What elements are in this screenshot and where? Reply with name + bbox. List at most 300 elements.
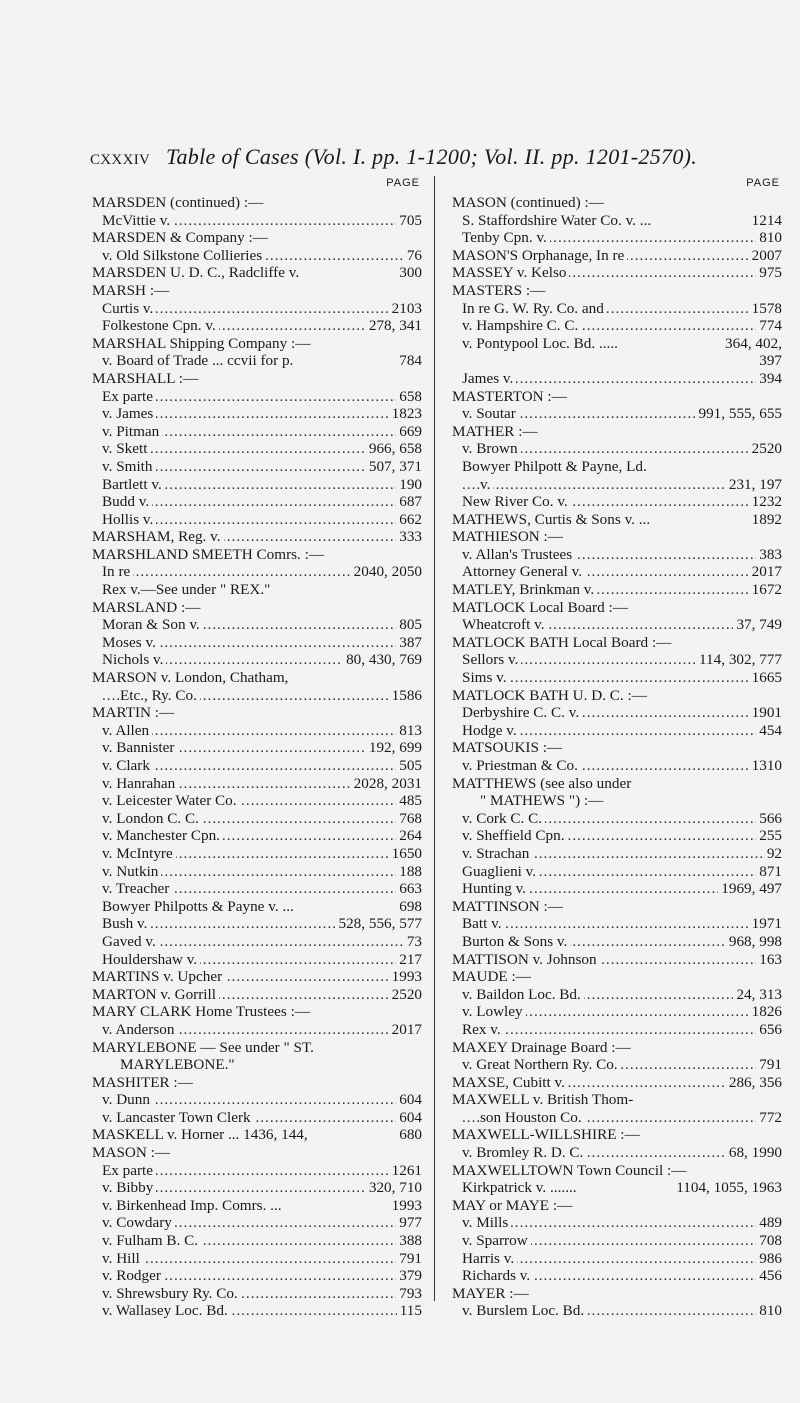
page-reference: 364, 402,: [722, 335, 782, 353]
case-name: v. Baildon Loc. Bd.: [462, 986, 584, 1003]
page-reference: 2040, 2050: [351, 563, 422, 581]
page-reference: 604: [396, 1109, 422, 1127]
page-reference: 2028, 2031: [351, 775, 422, 793]
case-name: v. Pitman: [102, 423, 162, 440]
case-entry: [92, 1109, 422, 1127]
case-entry: [92, 951, 422, 969]
case-name: MATTISON v. Johnson: [452, 951, 600, 968]
case-entry: [92, 1179, 422, 1197]
case-name: MATHER :—: [452, 423, 541, 440]
case-name: In re G. W. Ry. Co. and: [462, 300, 607, 317]
case-name: MASHITER :—: [92, 1074, 196, 1091]
case-heading: [92, 229, 422, 247]
case-name: v. Skett: [102, 440, 150, 457]
case-name: MAXWELLTOWN Town Council :—: [452, 1162, 689, 1179]
case-entry: [452, 722, 782, 740]
case-entry: [452, 757, 782, 775]
case-heading: [452, 247, 782, 265]
page-reference: 190: [396, 476, 422, 494]
case-entry: [452, 563, 782, 581]
case-name: v. Old Silkstone Collieries: [102, 247, 265, 264]
case-name: v. Cork C. C.: [462, 810, 545, 827]
page-reference: 1650: [389, 845, 422, 863]
case-entry: [92, 511, 422, 529]
case-name: MAXWELL v. British Thom-: [452, 1091, 636, 1108]
case-name: v. Treacher: [102, 880, 172, 897]
case-name: MATLEY, Brinkman v.: [452, 581, 597, 598]
case-entry: [452, 546, 782, 564]
page-reference: 80, 430, 769: [343, 651, 422, 669]
case-entry: [92, 792, 422, 810]
page-reference: 114, 302, 777: [696, 651, 782, 669]
case-name: Budd v.: [102, 493, 152, 510]
case-heading: [92, 1003, 422, 1021]
page-reference: 1665: [749, 669, 782, 687]
page-reference: 456: [756, 1267, 782, 1285]
case-name: v. Priestman & Co.: [462, 757, 581, 774]
case-name: MATHEWS, Curtis & Sons v. ...: [452, 511, 653, 528]
case-heading: [92, 282, 422, 300]
case-entry: [92, 423, 422, 441]
case-name: v. Hampshire C. C.: [462, 317, 581, 334]
case-heading: [92, 599, 422, 617]
case-entry: [92, 1232, 422, 1250]
case-entry: [452, 212, 782, 230]
case-name: MARSDEN (continued) :—: [92, 194, 266, 211]
case-entry: [92, 317, 422, 335]
case-name: Hollis v.: [102, 511, 156, 528]
case-heading: [452, 898, 782, 916]
case-entry: [92, 1302, 422, 1320]
case-entry: [92, 247, 422, 265]
page-reference: 528, 556, 577: [335, 915, 422, 933]
page-reference: 383: [756, 546, 782, 564]
case-name: v. Bannister: [102, 739, 177, 756]
case-entry: [452, 1056, 782, 1074]
case-entry: [452, 370, 782, 388]
case-entry: [92, 1197, 422, 1215]
case-name: v. London C. C.: [102, 810, 202, 827]
case-heading: [452, 194, 782, 212]
case-heading: [452, 511, 782, 529]
case-name: Nichols v.: [102, 651, 166, 668]
case-entry: [92, 651, 422, 669]
case-heading: [92, 1074, 422, 1092]
case-name: Gaved v.: [102, 933, 159, 950]
page-reference: 394: [756, 370, 782, 388]
case-name: MARSHALL :—: [92, 370, 201, 387]
case-name: Folkestone Cpn. v.: [102, 317, 219, 334]
case-name: Moran & Son v.: [102, 616, 203, 633]
case-entry: [452, 827, 782, 845]
case-name: MASTERTON :—: [452, 388, 570, 405]
case-name: MARTON v. Gorrill: [92, 986, 219, 1003]
page-reference: 255: [756, 827, 782, 845]
case-entry: [92, 581, 422, 599]
page-column-label: PAGE: [386, 177, 420, 189]
case-heading: [92, 1144, 422, 1162]
case-heading: [452, 634, 782, 652]
case-name: MATLOCK Local Board :—: [452, 599, 631, 616]
case-heading: [92, 669, 422, 687]
case-name: v. Birkenhead Imp. Comrs. ...: [102, 1197, 285, 1214]
case-entry: [452, 352, 782, 370]
column-divider: [434, 176, 435, 1301]
case-entry: [452, 1021, 782, 1039]
case-entry: [452, 845, 782, 863]
page-reference: 505: [396, 757, 422, 775]
page-reference: 1232: [749, 493, 782, 511]
page-reference: 1261: [389, 1162, 422, 1180]
page-reference: 966, 658: [366, 440, 422, 458]
page-reference: 663: [396, 880, 422, 898]
case-entry: [92, 476, 422, 494]
case-name: Batt v.: [462, 915, 505, 932]
page-column-label: PAGE: [746, 177, 780, 189]
case-entry: [452, 616, 782, 634]
page-reference: 1901: [749, 704, 782, 722]
case-name: MARY CLARK Home Trustees :—: [92, 1003, 313, 1020]
case-name: Hodge v.: [462, 722, 520, 739]
case-entry: [92, 687, 422, 705]
case-name: v. Nutkin: [102, 863, 161, 880]
case-name: Moses v.: [102, 634, 159, 651]
case-name: v. Bromley R. D. C.: [462, 1144, 586, 1161]
page-reference: 76: [404, 247, 422, 265]
case-heading: [452, 528, 782, 546]
case-name: MARTIN :—: [92, 704, 177, 721]
case-entry: [92, 1162, 422, 1180]
case-name: MATTINSON :—: [452, 898, 566, 915]
case-entry: [92, 388, 422, 406]
page-reference: 793: [396, 1285, 422, 1303]
case-name: v. Lancaster Town Clerk: [102, 1109, 254, 1126]
case-entry: [452, 300, 782, 318]
case-entry: [452, 810, 782, 828]
case-entry: [452, 880, 782, 898]
case-heading: [92, 370, 422, 388]
page-reference: 231, 197: [726, 476, 782, 494]
case-entry: [92, 563, 422, 581]
case-entry: [92, 1214, 422, 1232]
case-name: MARYLEBONE.": [120, 1056, 238, 1073]
case-name: MASKELL v. Horner ... 1436, 144,: [92, 1126, 311, 1143]
page-reference: 1993: [389, 968, 422, 986]
case-heading: [92, 528, 422, 546]
case-entry: [452, 405, 782, 423]
case-entry: [92, 757, 422, 775]
case-name: Kirkpatrick v. .......: [462, 1179, 580, 1196]
case-entry: [452, 440, 782, 458]
case-name: MAY or MAYE :—: [452, 1197, 575, 1214]
case-name: Rex v.: [462, 1021, 504, 1038]
case-name: Bush v.: [102, 915, 150, 932]
case-entry: [452, 792, 782, 810]
case-heading: [452, 423, 782, 441]
case-name: v. Mills: [462, 1214, 511, 1231]
page-header: [90, 144, 780, 170]
case-entry: [92, 440, 422, 458]
case-entry: [452, 458, 782, 476]
case-name: MASON :—: [92, 1144, 173, 1161]
page-number-roman: cxxxiv: [90, 144, 151, 169]
case-entry: [452, 704, 782, 722]
page-reference: 115: [397, 1302, 422, 1320]
page-reference: 1578: [749, 300, 782, 318]
case-name: Sims v.: [462, 669, 510, 686]
case-heading: [452, 282, 782, 300]
case-entry: [452, 1109, 782, 1127]
page-reference: 656: [756, 1021, 782, 1039]
case-entry: [92, 300, 422, 318]
case-name: Burton & Sons v.: [462, 933, 570, 950]
case-heading: [92, 546, 422, 564]
case-entry: [452, 335, 782, 353]
page-reference: 658: [396, 388, 422, 406]
case-entry: [92, 458, 422, 476]
case-entry: [452, 476, 782, 494]
case-heading: [452, 1074, 782, 1092]
case-name: MAUDE :—: [452, 968, 534, 985]
page-reference: 1672: [749, 581, 782, 599]
page-reference: 320, 710: [366, 1179, 422, 1197]
case-name: v. James: [102, 405, 156, 422]
case-name: Derbyshire C. C. v.: [462, 704, 582, 721]
case-name: v. Manchester Cpn.: [102, 827, 223, 844]
case-name: MAYER :—: [452, 1285, 532, 1302]
case-name: MATSOUKIS :—: [452, 739, 565, 756]
case-name: Rex v.—See under " REX.": [102, 581, 273, 598]
page-reference: 991, 555, 655: [695, 405, 782, 423]
page-reference: 566: [756, 810, 782, 828]
page-reference: 687: [396, 493, 422, 511]
case-name: MASTERS :—: [452, 282, 548, 299]
page-reference: 975: [756, 264, 782, 282]
case-name: v. Sheffield Cpn.: [462, 827, 568, 844]
case-entry: [92, 1285, 422, 1303]
case-name: MARSLAND :—: [92, 599, 203, 616]
case-entry: [92, 634, 422, 652]
case-entry: [92, 915, 422, 933]
page-reference: 92: [764, 845, 782, 863]
case-entry: [92, 493, 422, 511]
page-reference: 698: [396, 898, 422, 916]
page-reference: 810: [756, 1302, 782, 1320]
case-name: v. Rodger: [102, 1267, 164, 1284]
case-entry: [92, 863, 422, 881]
page-reference: 1214: [749, 212, 782, 230]
case-name: [462, 352, 465, 369]
page-reference: 68, 1990: [726, 1144, 782, 1162]
left-column: [92, 172, 422, 1320]
case-name: In re: [102, 563, 133, 580]
case-entry: [92, 1021, 422, 1039]
case-name: v. Dunn: [102, 1091, 153, 1108]
case-name: MATLOCK BATH Local Board :—: [452, 634, 674, 651]
case-heading: [452, 775, 782, 793]
page-reference: 662: [396, 511, 422, 529]
case-name: v. McIntyre: [102, 845, 176, 862]
case-entry: [92, 616, 422, 634]
case-name: MAXSE, Cubitt v.: [452, 1074, 568, 1091]
running-title: Table of Cases (Vol. I. pp. 1-1200; Vol. II. pp. 1201-2570).: [165, 144, 698, 169]
case-name: Tenby Cpn. v.: [462, 229, 550, 246]
case-entry: [92, 739, 422, 757]
case-entry: [452, 229, 782, 247]
page-reference: 768: [396, 810, 422, 828]
case-name: MATHIESON :—: [452, 528, 566, 545]
case-name: v. Cowdary: [102, 1214, 175, 1231]
case-name: James v.: [462, 370, 516, 387]
case-entry: [92, 212, 422, 230]
page-reference: 264: [396, 827, 422, 845]
case-name: MARSHAM, Reg. v.: [92, 528, 224, 545]
page-reference: 1826: [749, 1003, 782, 1021]
page-reference: 217: [396, 951, 422, 969]
case-name: MAXWELL-WILLSHIRE :—: [452, 1126, 643, 1143]
case-name: v. Shrewsbury Ry. Co.: [102, 1285, 241, 1302]
case-name: Houldershaw v.: [102, 951, 200, 968]
case-entry: [452, 1250, 782, 1268]
page-reference: 387: [396, 634, 422, 652]
page-reference: 1993: [389, 1197, 422, 1215]
case-entry: [452, 317, 782, 335]
case-name: v. Anderson: [102, 1021, 177, 1038]
case-name: v. Fulham B. C.: [102, 1232, 201, 1249]
right-column: [452, 172, 782, 1320]
case-heading: [452, 1039, 782, 1057]
case-name: Bowyer Philpott & Payne, Ld.: [462, 458, 650, 475]
case-name: MASSEY v. Kelso: [452, 264, 569, 281]
page-reference: 489: [756, 1214, 782, 1232]
case-heading: [92, 968, 422, 986]
case-heading: [452, 264, 782, 282]
case-entry: [452, 1144, 782, 1162]
case-name: v. Hill: [102, 1250, 143, 1267]
case-name: Bowyer Philpotts & Payne v. ...: [102, 898, 297, 915]
page-reference: 300: [396, 264, 422, 282]
page-reference: 791: [396, 1250, 422, 1268]
case-name: v. Soutar: [462, 405, 519, 422]
case-name: MARTINS v. Upcher: [92, 968, 225, 985]
case-heading: [452, 1197, 782, 1215]
page-reference: 669: [396, 423, 422, 441]
page-reference: 192, 699: [366, 739, 422, 757]
case-entry: [92, 898, 422, 916]
page-reference: 1971: [749, 915, 782, 933]
case-name: Ex parte: [102, 388, 156, 405]
case-entry: [92, 1267, 422, 1285]
case-name: Sellors v.: [462, 651, 521, 668]
page-reference: 1823: [389, 405, 422, 423]
case-entry: [92, 1056, 422, 1074]
case-entry: [452, 915, 782, 933]
case-name: Ex parte: [102, 1162, 156, 1179]
page-reference: 977: [396, 1214, 422, 1232]
page-reference: 784: [396, 352, 422, 370]
case-name: v. Great Northern Ry. Co.: [462, 1056, 621, 1073]
case-name: v. Brown: [462, 440, 521, 457]
case-entry: [92, 722, 422, 740]
case-name: MATTHEWS (see also under: [452, 775, 634, 792]
case-entry: [92, 933, 422, 951]
page-reference: 485: [396, 792, 422, 810]
case-name: MARSHAL Shipping Company :—: [92, 335, 313, 352]
case-name: Harris v.: [462, 1250, 517, 1267]
page-reference: 708: [756, 1232, 782, 1250]
case-heading: [92, 986, 422, 1004]
page-reference: 680: [396, 1126, 422, 1144]
case-name: son Houston Co.: [480, 1109, 585, 1126]
case-heading: [452, 581, 782, 599]
page-reference: 604: [396, 1091, 422, 1109]
case-name: MASON (continued) :—: [452, 194, 607, 211]
case-entry: [92, 1250, 422, 1268]
case-entry: [452, 1232, 782, 1250]
case-heading: [452, 968, 782, 986]
case-entry: [452, 863, 782, 881]
page-reference: 507, 371: [366, 458, 422, 476]
case-entry: [92, 405, 422, 423]
page-reference: 188: [396, 863, 422, 881]
page-reference: 871: [756, 863, 782, 881]
case-heading: [92, 1126, 422, 1144]
case-name: " MATHEWS ") :—: [480, 792, 606, 809]
case-name: Bartlett v.: [102, 476, 165, 493]
case-name: Guaglieni v.: [462, 863, 539, 880]
case-entry: [452, 493, 782, 511]
case-name: v. Board of Trade ... ccvii for p.: [102, 352, 296, 369]
case-entry: [452, 1302, 782, 1320]
case-name: v. Sparrow: [462, 1232, 531, 1249]
case-heading: [452, 599, 782, 617]
case-heading: [92, 264, 422, 282]
page-reference: 1104, 1055, 1963: [673, 1179, 782, 1197]
page-reference: 1586: [389, 687, 422, 705]
case-name: MARYLEBONE — See under " ST.: [92, 1039, 317, 1056]
case-name: Curtis v.: [102, 300, 156, 317]
case-heading: [452, 1285, 782, 1303]
page-reference: 772: [756, 1109, 782, 1127]
page-reference: 37, 749: [733, 616, 782, 634]
case-entry: [452, 1179, 782, 1197]
page-reference: 278, 341: [366, 317, 422, 335]
case-name: v. Hanrahan: [102, 775, 178, 792]
case-name: MARSDEN & Company :—: [92, 229, 271, 246]
case-name: MARSHLAND SMEETH Comrs. :—: [92, 546, 327, 563]
case-entry: [452, 1214, 782, 1232]
case-name: MASON'S Orphanage, In re: [452, 247, 627, 264]
case-heading: [452, 1162, 782, 1180]
case-heading: [452, 951, 782, 969]
case-name: Etc., Ry. Co.: [120, 687, 200, 704]
case-heading: [452, 388, 782, 406]
page-reference: 986: [756, 1250, 782, 1268]
case-name: v. Lowley: [462, 1003, 526, 1020]
case-name: Attorney General v.: [462, 563, 585, 580]
case-name: v. Bibby: [102, 1179, 156, 1196]
case-name: Hunting v.: [462, 880, 529, 897]
page-reference: 2103: [389, 300, 422, 318]
case-heading: [452, 1091, 782, 1109]
case-name: S. Staffordshire Water Co. v. ...: [462, 212, 654, 229]
case-entry: [452, 651, 782, 669]
case-entry: [452, 669, 782, 687]
case-entry: [452, 986, 782, 1004]
case-heading: [92, 194, 422, 212]
case-entry: [452, 1003, 782, 1021]
page-reference: 388: [396, 1232, 422, 1250]
